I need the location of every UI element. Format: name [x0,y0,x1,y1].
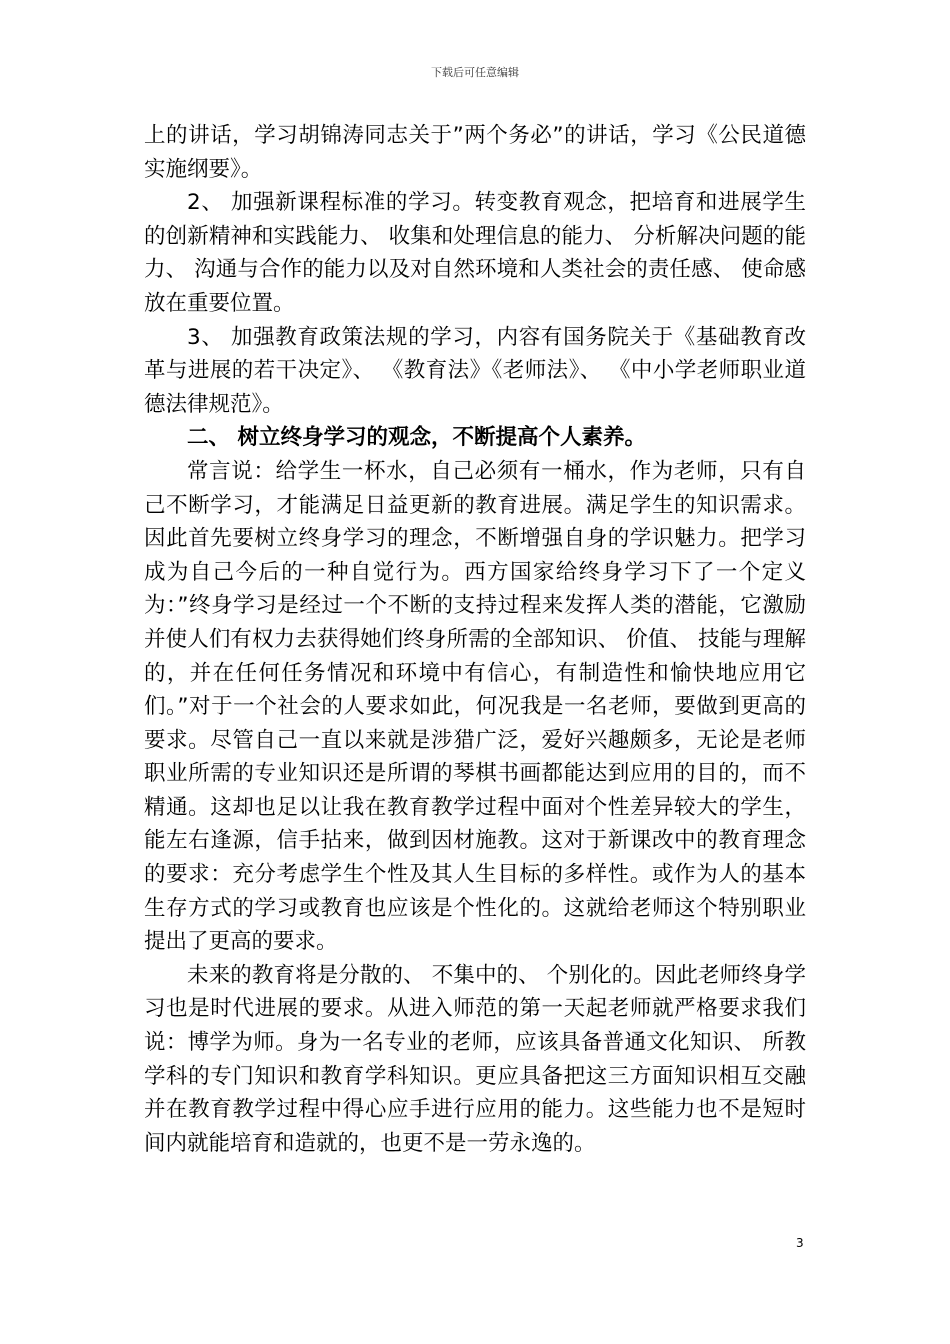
document-body [144,119,806,1160]
paragraph-future-education: 未来的教育将是分散的、 不集中的、 个别化的。因此老师终身学习也是时代进展的要求。从进入师范的第一天起老师就严格要求我们说：博学为师。身为一名专业的老师，应该具备普通文化知识、 所教学科的专门知识和教育学科知识。更应具备把这三方面知识相互交融并在教育教学过程中得心应手进行应用的能力。这些能力也不是短时间内就能培育和造就的，也更不是一劳永逸的。 [144,962,806,1156]
paragraph-item-3: 3、 加强教育政策法规的学习，内容有国务院关于《基础教育改革与进展的若干决定》、 《教育法》《老师法》、 《中小学老师职业道德法律规范》。 [144,324,806,417]
paragraph-continuation: 上的讲话，学习胡锦涛同志关于”两个务必”的讲话，学习《公民道德实施纲要》。 [144,123,806,182]
page-header: 下载后可任意编辑 [431,66,519,79]
paragraph-lifelong-learning: 常言说：给学生一杯水，自己必须有一桶水，作为老师，只有自己不断学习，才能满足日益更新的教育进展。满足学生的知识需求。因此首先要树立终身学习的理念，不断增强自身的学识魅力。把学习成为自己今后的一种自觉行为。西方国家给终身学习下了一个定义为：”终身学习是经过一个不断的支持过程来发挥人类的潜能，它激励并使人们有权力去获得她们终身所需的全部知识、 价值、 技能与理解的，并在任何任务情况和环境中有信心，有制造性和愉快地应用它们。”对于一个社会的人要求如此，何况我是一名老师，要做到更高的要求。尽管自己一直以来就是涉猎广泛，爱好兴趣颇多，无论是老师职业所需的专业知识还是所谓的琴棋书画都能达到应用的目的，而不精通。这却也足以让我在教育教学过程中面对个性差异较大的学生，能左右逢源，信手拈来，做到因材施教。这对于新课改中的教育理念的要求：充分考虑学生个性及其人生目标的多样性。或作为人的基本生存方式的学习或教育也应该是个性化的。这就给老师这个特别职业提出了更高的要求。 [144,458,806,955]
section-heading: 二、 树立终身学习的观念，不断提高个人素养。 [187,425,646,451]
page-number: 3 [796,1236,804,1250]
paragraph-item-2: 2、 加强新课程标准的学习。转变教育观念，把培育和进展学生的创新精神和实践能力、 收集和处理信息的能力、 分析解决问题的能力、 沟通与合作的能力以及对自然环境和人类社会的责任感、 使命感放在重要位置。 [144,190,806,316]
